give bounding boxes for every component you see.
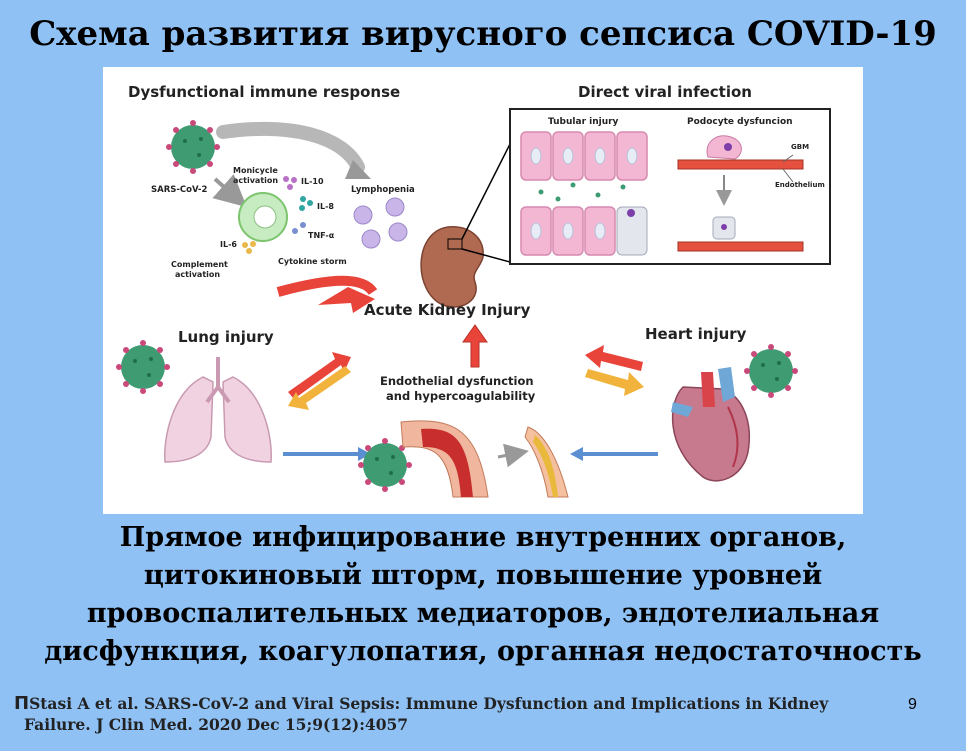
- label-gbm: GBM: [791, 143, 810, 151]
- label-lymphopenia: Lymphopenia: [351, 185, 415, 195]
- label-heart-injury: Heart injury: [645, 325, 747, 343]
- red-arrow-icon: [278, 281, 373, 292]
- citation: [14, 693, 884, 735]
- summary-line: провоспалительных медиаторов, эндотелиальная: [86, 598, 880, 629]
- red-arrow-icon: [585, 345, 643, 371]
- blue-arrow-icon: [283, 447, 371, 461]
- label-sars-cov-2: SARS-CoV-2: [151, 185, 208, 195]
- monocyte-icon: [239, 193, 287, 241]
- lungs-icon: [165, 357, 271, 462]
- red-up-arrow-icon: [463, 325, 487, 367]
- label-tubular-injury: Tubular injury: [548, 117, 619, 127]
- slide-title: Схема развития вирусного сепсиса COVID-19: [29, 14, 937, 54]
- summary-line: Прямое инфицирование внутренних органов,: [119, 522, 847, 553]
- label-il10: IL-10: [301, 177, 324, 186]
- label-lung-injury: Lung injury: [178, 328, 274, 346]
- kidney-icon: [421, 227, 483, 307]
- sepsis-diagram: [103, 67, 863, 514]
- heart-icon: [671, 367, 749, 481]
- citation-line: Failure. J Clin Med. 2020 Dec 15;9(12):4057: [24, 715, 409, 734]
- label-direct-viral-infection: Direct viral infection: [578, 83, 752, 101]
- virus-icon: [116, 340, 170, 394]
- label-podocyte-dysfunction: Podocyte dysfuncion: [687, 117, 793, 127]
- label-monocyte-2: activation: [233, 176, 279, 185]
- label-monocyte-1: Monicycle: [233, 166, 278, 175]
- summary-line: дисфункция, коагулопатия, органная недостаточность: [44, 636, 922, 667]
- label-il8: IL-8: [317, 202, 334, 211]
- label-dysfunctional-immune-response: Dysfunctional immune response: [128, 83, 401, 101]
- label-endothelial-1: Endothelial dysfunction: [380, 374, 534, 388]
- label-complement-1: Complement: [171, 260, 228, 269]
- diagram-svg: [103, 67, 863, 514]
- lymphocytes-icon: [354, 198, 407, 248]
- label-complement-2: activation: [175, 270, 221, 279]
- label-il6: IL-6: [220, 240, 237, 249]
- virus-icon: [166, 120, 220, 174]
- label-tnf: TNF-α: [308, 231, 335, 240]
- label-cytokine-storm: Cytokine storm: [278, 257, 347, 266]
- curved-arrow-icon: [223, 129, 358, 167]
- page-number: 9: [908, 696, 917, 713]
- zoom-line-icon: [462, 144, 510, 239]
- virus-icon: [744, 344, 798, 398]
- label-acute-kidney-injury: Acute Kidney Injury: [364, 301, 531, 319]
- label-endothelium: Endothelium: [775, 181, 825, 189]
- label-endothelial-2: and hypercoagulability: [386, 389, 536, 403]
- yellow-arrow-icon: [585, 369, 644, 396]
- summary-line: цитокиновый шторм, повышение уровней: [143, 560, 823, 591]
- citation-marker: П: [14, 693, 30, 714]
- summary-text: [20, 519, 946, 671]
- blue-arrow-icon: [570, 447, 658, 461]
- citation-line: Stasi A et al. SARS-CoV-2 and Viral Sepsis: Immune Dysfunction and Implications in Kidney: [29, 694, 829, 713]
- blood-vessel-icon: [401, 421, 568, 497]
